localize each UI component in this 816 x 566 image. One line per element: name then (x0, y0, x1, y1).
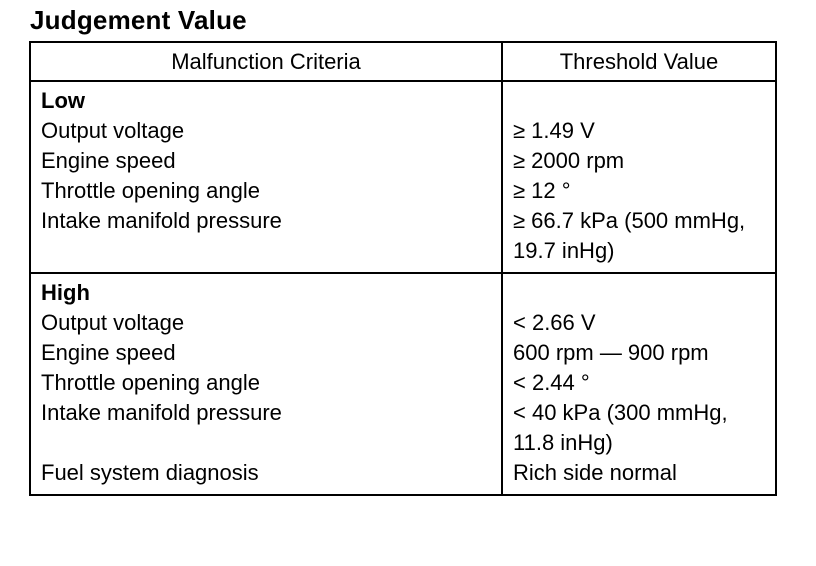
section-value-empty (502, 273, 776, 308)
criteria-cell: Fuel system diagnosis (30, 458, 502, 495)
threshold-cell: < 2.44 ° (502, 368, 776, 398)
criteria-cell: Intake manifold pressure (30, 398, 502, 458)
section-value-empty (502, 81, 776, 116)
document-title: Judgement Value (30, 5, 247, 35)
threshold-cell: ≥ 12 ° (502, 176, 776, 206)
section-label-low: Low (30, 81, 502, 116)
table-row (30, 458, 776, 495)
table-row (30, 368, 776, 398)
threshold-cell: < 40 kPa (300 mmHg, 11.8 inHg) (502, 398, 776, 458)
table-row (30, 338, 776, 368)
criteria-cell: Intake manifold pressure (30, 206, 502, 273)
criteria-cell: Output voltage (30, 308, 502, 338)
criteria-cell: Output voltage (30, 116, 502, 146)
criteria-cell: Engine speed (30, 338, 502, 368)
column-header-threshold-value: Threshold Value (502, 42, 776, 81)
judgement-value-table (29, 41, 777, 496)
criteria-cell: Throttle opening angle (30, 368, 502, 398)
table-row (30, 308, 776, 338)
column-header-malfunction-criteria: Malfunction Criteria (30, 42, 502, 81)
table-header-row (30, 42, 776, 81)
section-row-high (30, 273, 776, 308)
criteria-cell: Throttle opening angle (30, 176, 502, 206)
threshold-cell: 600 rpm — 900 rpm (502, 338, 776, 368)
table-row (30, 398, 776, 458)
section-label-high: High (30, 273, 502, 308)
table-row (30, 116, 776, 146)
threshold-cell: Rich side normal (502, 458, 776, 495)
criteria-cell: Engine speed (30, 146, 502, 176)
table-row (30, 146, 776, 176)
threshold-cell: ≥ 1.49 V (502, 116, 776, 146)
table-row (30, 176, 776, 206)
threshold-cell: ≥ 2000 rpm (502, 146, 776, 176)
threshold-cell: ≥ 66.7 kPa (500 mmHg, 19.7 inHg) (502, 206, 776, 273)
section-row-low (30, 81, 776, 116)
threshold-cell: < 2.66 V (502, 308, 776, 338)
table-row (30, 206, 776, 273)
